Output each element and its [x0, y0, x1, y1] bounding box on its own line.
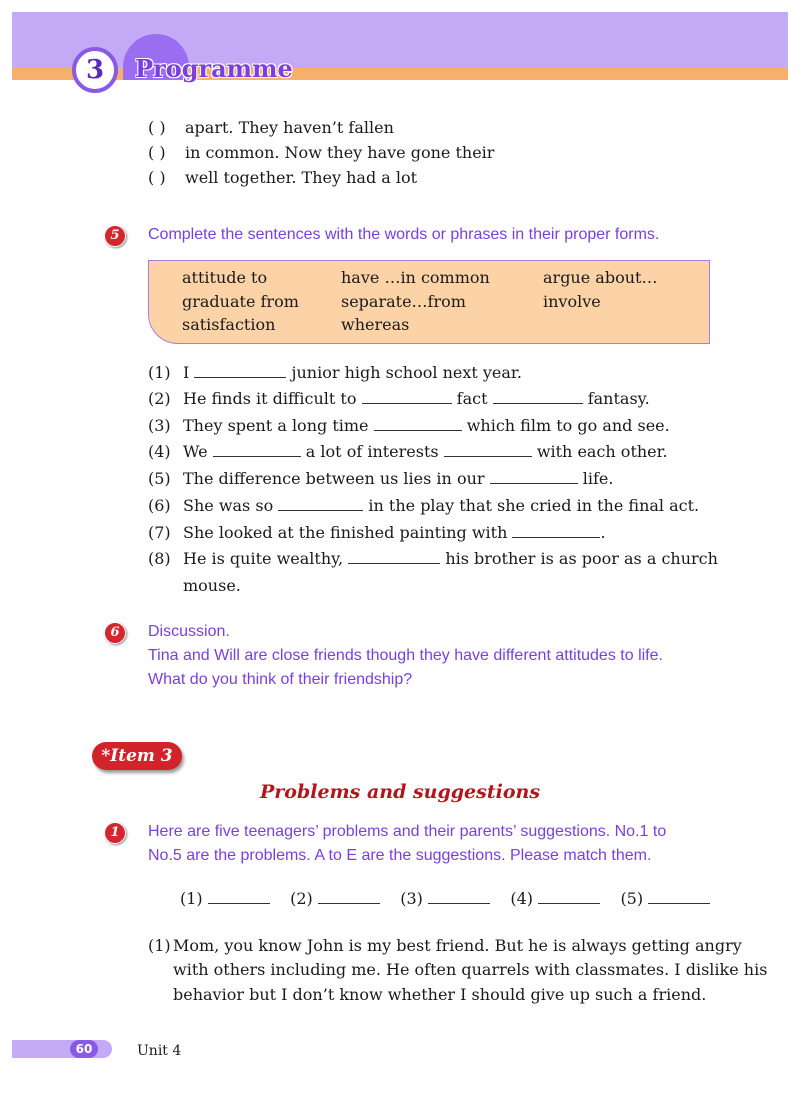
answer-row: (1) (2) (3) (4) (5): [180, 889, 710, 908]
answer-blank[interactable]: [648, 889, 710, 904]
item3-exercise-1-marker: 1: [104, 822, 126, 844]
word-item: involve: [543, 292, 601, 311]
answer-blank[interactable]: [278, 496, 363, 511]
sentence-8: (8) He is quite wealthy, his brother is as poor as a church: [148, 549, 718, 568]
unit-number-badge: 3: [72, 47, 118, 93]
answer-blank[interactable]: [374, 416, 462, 431]
exercise-6-line-1: Tina and Will are close friends though they have different attitudes to life.: [148, 647, 663, 664]
exercise-6-marker: 6: [104, 622, 126, 644]
sentence-4: (4) We a lot of interests with each other.: [148, 442, 668, 461]
answer-blank[interactable]: [490, 469, 578, 484]
sentence-5: (5) The difference between us lies in our life.: [148, 469, 614, 488]
sentence-1: (1) I junior high school next year.: [148, 363, 522, 382]
problem-1-line: behavior but I don’t know whether I should give up such a friend.: [173, 985, 707, 1004]
matching-line: ( ) in common. Now they have gone their: [148, 143, 495, 162]
answer-blank[interactable]: [194, 363, 286, 378]
word-item: separate…from: [341, 292, 466, 311]
answer-blank[interactable]: [428, 889, 490, 904]
matching-line: ( ) well together. They had a lot: [148, 168, 418, 187]
sentence-3: (3) They spent a long time which film to go and see.: [148, 416, 670, 435]
answer-blank[interactable]: [318, 889, 380, 904]
answer-blank[interactable]: [362, 389, 452, 404]
word-item: satisfaction: [182, 315, 276, 334]
answer-blank[interactable]: [213, 442, 301, 457]
problem-1-line: with others including me. He often quarrels with classmates. I dislike his: [173, 960, 768, 979]
section-title: Problems and suggestions: [259, 781, 541, 803]
exercise-5-instruction: Complete the sentences with the words or phrases in their proper forms.: [148, 226, 660, 243]
item3-instruction-line-1: Here are five teenagers’ problems and their parents’ suggestions. No.1 to: [148, 823, 667, 840]
word-item: argue about…: [543, 268, 658, 287]
item-3-label: *Item 3: [92, 742, 182, 770]
unit-label: Unit 4: [137, 1043, 182, 1059]
sentence-7: (7) She looked at the finished painting with .: [148, 523, 606, 542]
exercise-6-line-2: What do you think of their friendship?: [148, 671, 413, 688]
word-bank: [148, 260, 710, 344]
answer-blank[interactable]: [512, 523, 600, 538]
problem-1-number: (1): [148, 936, 171, 955]
sentence-6: (6) She was so in the play that she cried in the final act.: [148, 496, 700, 515]
exercise-5-marker: 5: [104, 225, 126, 247]
page-number: 60: [70, 1040, 98, 1058]
word-item: have …in common: [341, 268, 490, 287]
word-item: whereas: [341, 315, 410, 334]
answer-blank[interactable]: [538, 889, 600, 904]
sentence-8-continuation: mouse.: [183, 576, 241, 595]
word-item: graduate from: [182, 292, 299, 311]
answer-blank[interactable]: [493, 389, 583, 404]
exercise-6-title: Discussion.: [148, 623, 230, 640]
answer-blank[interactable]: [348, 549, 440, 564]
problem-1-line: Mom, you know John is my best friend. But he is always getting angry: [173, 936, 742, 955]
sentence-2: (2) He finds it difficult to fact fantasy.: [148, 389, 650, 408]
page-title: Programme: [135, 54, 293, 83]
item3-instruction-line-2: No.5 are the problems. A to E are the suggestions. Please match them.: [148, 847, 652, 864]
answer-blank[interactable]: [208, 889, 270, 904]
answer-blank[interactable]: [444, 442, 532, 457]
matching-line: ( ) apart. They haven’t fallen: [148, 118, 394, 137]
word-item: attitude to: [182, 268, 268, 287]
